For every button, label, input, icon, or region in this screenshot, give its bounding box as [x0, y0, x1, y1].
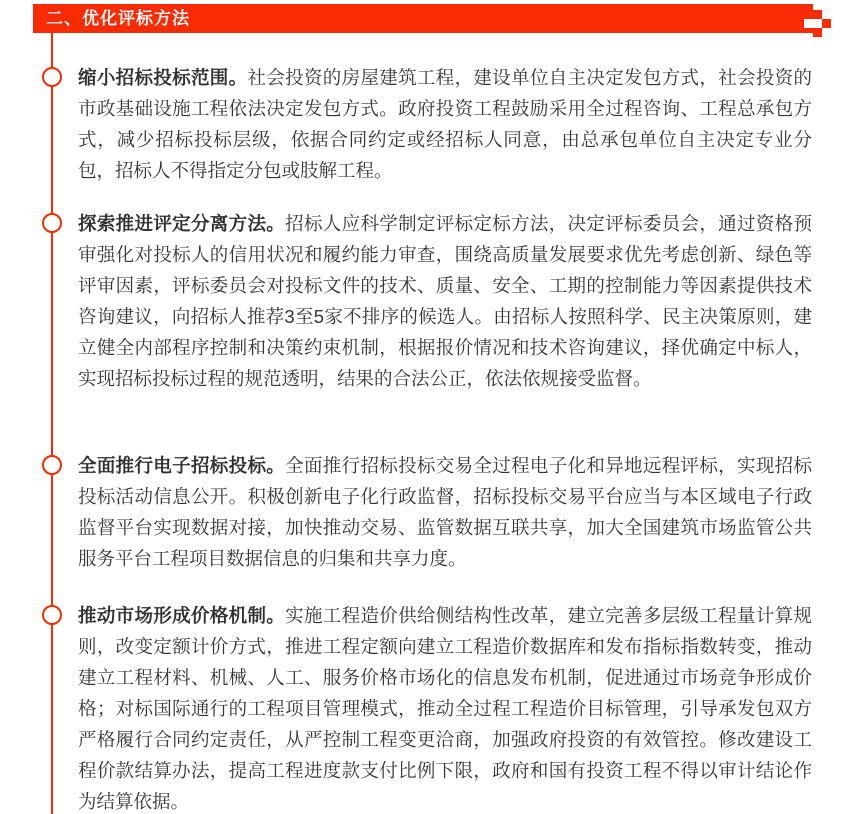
section-title: 二、优化评标方法	[46, 9, 190, 28]
pixel-decoration-square	[813, 28, 822, 37]
timeline-line	[51, 33, 53, 814]
bullet-circle-icon	[42, 605, 62, 625]
paragraph	[78, 62, 812, 186]
pixel-decoration-square	[822, 19, 831, 28]
bullet-circle-icon	[42, 67, 62, 87]
paragraph-lead: 缩小招标投标范围。	[78, 67, 248, 88]
paragraph-body: 招标人应科学制定评标定标方法，决定评标委员会，通过资格预审强化对投标人的信用状况和履约能力审查，围绕高质量发展要求优先考虑创新、绿色等评审因素，评标委员会对投标文件的技术、质量、安全、工期的控制能力等因素提供技术咨询建议，向招标人推荐3至5家不排序的候选人。由招标人按照科学、民主决策原则，建立健全内部程序控制和决策约束机制，根据报价情况和技术咨询建议，择优确定中标人，实现招标投标过程的规范透明，结果的合法公正，依法依规接受监督。	[78, 213, 812, 389]
paragraph-body: 实施工程造价供给侧结构性改革，建立完善多层级工程量计算规则，改变定额计价方式，推进工程定额向建立工程造价数据库和发布指标指数转变，推动建立工程材料、机械、人工、服务价格市场化的信息发布机制，促进通过市场竞争形成价格；对标国际通行的工程项目管理模式，推动全过程工程造价目标管理，引导承发包双方严格履行合同约定责任，从严控制工程变更洽商，加强政府投资的有效管控。修改建设工程价款结算办法，提高工程进度款支付比例下限，政府和国有投资工程不得以审计结论作为结算依据。	[78, 605, 812, 812]
paragraph-lead: 探索推进评定分离方法。	[78, 213, 286, 234]
paragraph-body: 全面推行招标投标交易全过程电子化和异地远程评标，实现招标投标活动信息公开。积极创新电子化行政监督，招标投标交易平台应当与本区域电子行政监督平台实现数据对接，加快推动交易、监管数据互联共享，加大全国建筑市场监管公共服务平台工程项目数据信息的归集和共享力度。	[78, 455, 812, 569]
paragraph-body: 社会投资的房屋建筑工程，建设单位自主决定发包方式，社会投资的市政基础设施工程依法决定发包方式。政府投资工程鼓励采用全过程咨询、工程总承包方式，减少招标投标层级，依据合同约定或经招标人同意，由总承包单位自主决定专业分包，招标人不得指定分包或肢解工程。	[78, 67, 812, 181]
paragraph	[78, 600, 812, 814]
pixel-decoration-square	[804, 19, 813, 28]
paragraph	[78, 208, 812, 394]
paragraph-lead: 全面推行电子招标投标。	[78, 455, 286, 476]
bullet-circle-icon	[42, 213, 62, 233]
section-header-banner	[33, 4, 813, 33]
bullet-circle-icon	[42, 455, 62, 475]
paragraph	[78, 450, 812, 574]
pixel-decoration-square	[813, 10, 822, 19]
paragraph-lead: 推动市场形成价格机制。	[78, 605, 286, 626]
